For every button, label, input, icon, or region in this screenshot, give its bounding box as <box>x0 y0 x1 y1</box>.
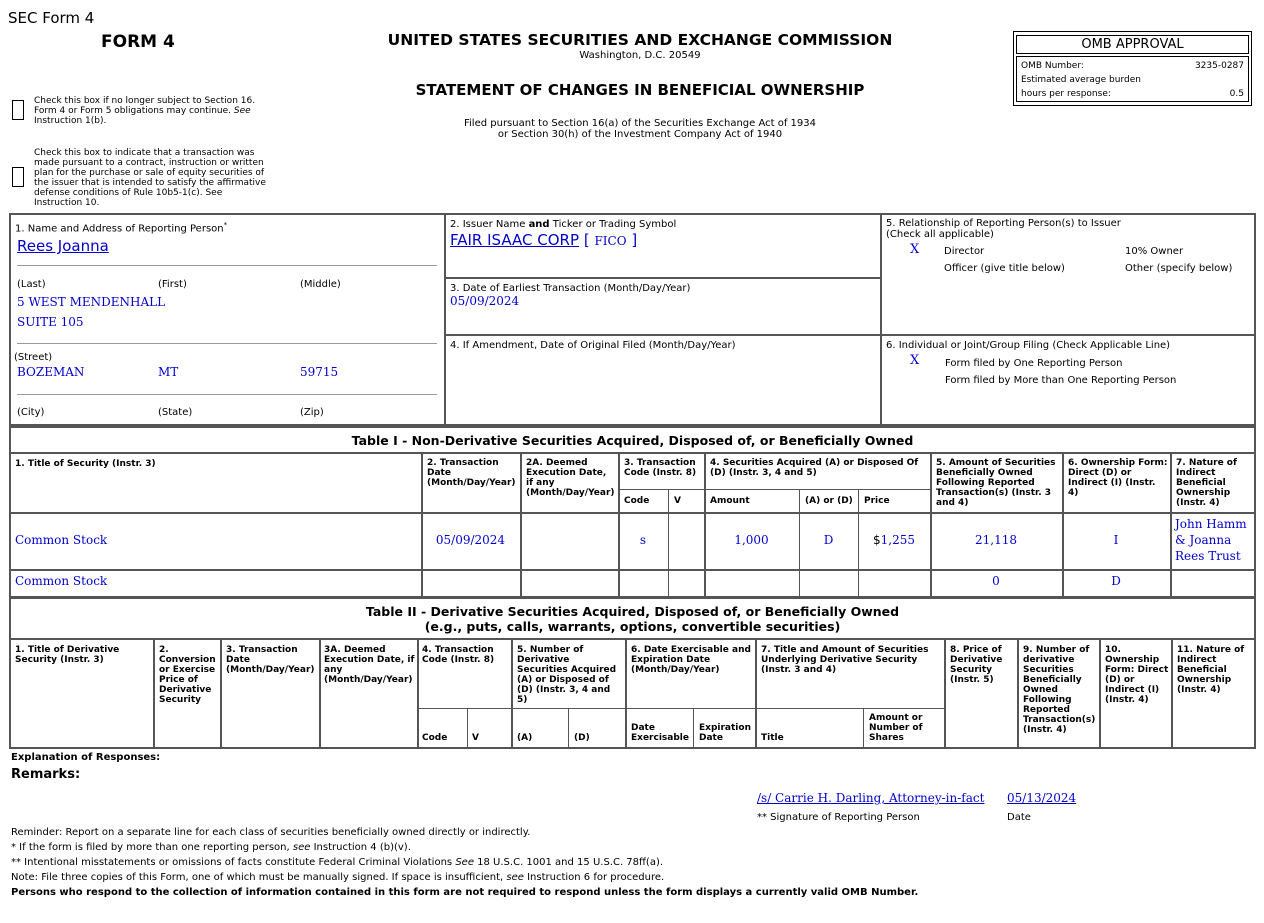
rule-line-2: made pursuant to a contract, instruction or written <box>34 158 264 168</box>
t1-h-code: 3. Transaction Code (Instr. 8) <box>624 458 697 478</box>
table-1-header-rule <box>11 512 1254 514</box>
omb-burden-label-2: hours per response: <box>1021 89 1111 99</box>
t2-col-line <box>625 638 627 747</box>
issuer-label: 2. Issuer Name and Ticker or Trading Symbol <box>450 219 677 230</box>
table-2-title-2: (e.g., puts, calls, warrants, options, convertible securities) <box>424 619 841 634</box>
t2-col-line <box>511 638 513 747</box>
other-label: Other (specify below) <box>1125 263 1233 274</box>
section16-line-3: Instruction 1(b). <box>34 116 107 126</box>
t1-r1-ad: D <box>823 533 834 547</box>
t2-h-title: 1. Title of Derivative Security (Instr. 3) <box>15 645 120 665</box>
footer-note-3: Note: File three copies of this Form, one of which must be manually signed. If space is insufficient, see Instruction 6 for procedure. <box>11 872 665 883</box>
issuer-box <box>444 213 882 279</box>
table-2-title-1: Table II - Derivative Securities Acquired, Disposed of, or Beneficially Owned <box>365 604 900 619</box>
t2-col-line <box>319 638 321 747</box>
omb-number-value: 3235-0287 <box>1194 61 1244 71</box>
rule-line-4: the issuer that is intended to satisfy the affirmative <box>34 178 266 188</box>
relationship-label-2: (Check all applicable) <box>886 229 994 240</box>
t1-h-deemed: 2A. Deemed Execution Date, if any (Month/Day/Year) <box>526 458 615 498</box>
street-rule <box>17 343 437 344</box>
t1-r1-form: I <box>1113 533 1119 547</box>
filed-pursuant-line-1: Filed pursuant to Section 16(a) of the Securities Exchange Act of 1934 <box>464 118 816 129</box>
t1-h-date: 2. Transaction Date (Month/Day/Year) <box>427 458 516 488</box>
filing-mark[interactable]: X <box>910 353 920 368</box>
t2-h-code: 4. Transaction Code (Instr. 8) <box>422 645 495 665</box>
t1-r1-title: Common Stock <box>15 533 108 547</box>
t2-h-exercisable: 6. Date Exercisable and Expiration Date (Month/Day/Year) <box>631 645 751 675</box>
footer-reminder: Reminder: Report on a separate line for each class of securities beneficially owned directly or indirectly. <box>11 827 531 838</box>
filing-one-label: Form filed by One Reporting Person <box>945 358 1123 369</box>
table-2 <box>9 597 1256 749</box>
t1-r1-owned: 21,118 <box>975 533 1017 547</box>
first-label: (First) <box>158 279 187 290</box>
section16-line-1: Check this box if no longer subject to Section 16. <box>34 96 256 106</box>
t2-sub-a: (A) <box>517 733 533 743</box>
t1-h-title: 1. Title of Security (Instr. 3) <box>15 459 156 469</box>
t1-col-line <box>421 452 423 596</box>
issuer-name-link[interactable]: FAIR ISAAC CORP <box>450 231 580 249</box>
table-1-title: Table I - Non-Derivative Securities Acquired, Disposed of, or Beneficially Owned <box>351 433 914 448</box>
t2-col-line <box>944 638 946 747</box>
reporting-person-label: 1. Name and Address of Reporting Person* <box>15 221 228 235</box>
relationship-label-1: 5. Relationship of Reporting Person(s) to Issuer <box>886 218 1121 229</box>
t2-col-line <box>1171 638 1173 747</box>
t1-sub-v: V <box>674 496 681 506</box>
director-label: Director <box>944 246 985 257</box>
t1-h-owned: 5. Amount of Securities Beneficially Owned Following Reported Transaction(s) (Instr. 3 and 4) <box>936 458 1056 508</box>
filed-pursuant-line-2: or Section 30(h) of the Investment Company Act of 1940 <box>497 129 783 140</box>
agency-location: Washington, D.C. 20549 <box>579 50 701 61</box>
form-name: FORM 4 <box>101 32 175 52</box>
t1-col-line <box>520 452 522 596</box>
table-1-subheader-rule <box>618 489 930 490</box>
rule-line-6: Instruction 10. <box>34 198 100 208</box>
t1-col-line <box>668 489 669 596</box>
t1-sub-ad: (A) or (D) <box>805 496 853 506</box>
t1-h-acquired: 4. Securities Acquired (A) or Disposed Of (D) (Instr. 3, 4 and 5) <box>710 458 919 478</box>
t2-h-nature: 11. Nature of Indirect Beneficial Ownership (Instr. 4) <box>1177 645 1245 695</box>
section16-checkbox[interactable] <box>12 100 24 120</box>
omb-burden-value: 0.5 <box>1229 89 1244 99</box>
t1-sub-code: Code <box>624 496 650 506</box>
city-rule <box>17 394 437 395</box>
zip-value: 59715 <box>300 365 339 379</box>
t2-sub-expiration: Expiration Date <box>699 723 751 743</box>
earliest-date-box <box>444 277 882 336</box>
ticker-symbol: FICO <box>594 234 627 248</box>
director-mark[interactable]: X <box>910 242 920 257</box>
table-1-row-rule <box>11 569 1254 571</box>
street-label: (Street) <box>14 352 53 363</box>
t1-h-nature: 7. Nature of Indirect Beneficial Ownership (Instr. 4) <box>1176 458 1237 508</box>
street-line-1: 5 WEST MENDENHALL <box>17 295 166 309</box>
rule-line-1: Check this box to indicate that a transaction was <box>34 148 255 158</box>
city-value: BOZEMAN <box>17 365 85 379</box>
table-1-title-rule <box>11 452 1254 454</box>
t1-h-form: 6. Ownership Form: Direct (D) or Indirect (I) (Instr. 4) <box>1068 458 1168 498</box>
t1-col-line <box>1170 452 1172 596</box>
footer-note-2: ** Intentional misstatements or omissions of facts constitute Federal Criminal Violations See 18 U.S.C. 1001 and 15 U.S.C. 78ff(a). <box>11 857 664 868</box>
statement-title: STATEMENT OF CHANGES IN BENEFICIAL OWNERSHIP <box>415 81 865 99</box>
t2-h-form: 10. Ownership Form: Direct (D) or Indirect (I) (Instr. 4) <box>1105 645 1169 705</box>
t2-h-price: 8. Price of Derivative Security (Instr. 5) <box>950 645 1003 685</box>
t2-sub-title: Title <box>761 733 784 743</box>
explanation-label: Explanation of Responses: <box>11 752 161 763</box>
t1-col-line <box>704 452 706 596</box>
reporting-person-box <box>9 213 446 426</box>
t1-sub-price: Price <box>864 496 890 506</box>
filing-box <box>880 334 1256 426</box>
t2-sub-code: Code <box>422 733 448 743</box>
earliest-date-label: 3. Date of Earliest Transaction (Month/Day/Year) <box>450 283 691 294</box>
zip-label: (Zip) <box>300 407 324 418</box>
t2-sub-rule-b <box>625 708 944 709</box>
section16-line-2: Form 4 or Form 5 obligations may continue. See <box>34 106 251 116</box>
amendment-label: 4. If Amendment, Date of Original Filed (Month/Day/Year) <box>450 340 736 351</box>
amendment-box <box>444 334 882 426</box>
reporting-person-name-link[interactable]: Rees Joanna <box>17 237 109 255</box>
omb-title: OMB APPROVAL <box>1016 35 1249 54</box>
issuer-value <box>450 231 637 249</box>
filing-more-label: Form filed by More than One Reporting Person <box>945 375 1177 386</box>
last-label: (Last) <box>17 279 46 290</box>
t2-h-number: 5. Number of Derivative Securities Acquired (A) or Disposed of (D) (Instr. 3, 4 and 5) <box>517 645 617 705</box>
t1-r2-form: D <box>1111 574 1121 588</box>
footer-note-1: * If the form is filed by more than one reporting person, see Instruction 4 (b)(v). <box>11 842 411 853</box>
t1-r1-price: $1,255 <box>873 533 915 547</box>
ticker-open: [ <box>583 231 590 249</box>
officer-label: Officer (give title below) <box>944 263 1065 274</box>
signature-label: ** Signature of Reporting Person <box>757 812 920 823</box>
rule-10b5-1-text <box>34 148 266 208</box>
t2-col-line <box>220 638 222 747</box>
t2-col-line <box>467 708 468 747</box>
t2-col-line <box>755 638 757 747</box>
relationship-box <box>880 213 1256 336</box>
rule-line-5: defense conditions of Rule 10b5-1(c). See <box>34 188 223 198</box>
signature-date-link[interactable]: 05/13/2024 <box>1007 791 1077 805</box>
t2-sub-exercisable: Date Exercisable <box>631 723 689 743</box>
t2-h-owned: 9. Number of derivative Securities Beneficially Owned Following Reported Transaction(s) (Instr. 4) <box>1023 645 1096 735</box>
t2-h-conversion: 2. Conversion or Exercise Price of Derivative Security <box>159 645 216 705</box>
t1-r1-date: 05/09/2024 <box>435 533 506 547</box>
footer-persons: Persons who respond to the collection of information contained in this form are not required to respond unless the form displays a currently valid OMB Number. <box>11 887 919 898</box>
t1-r2-title: Common Stock <box>15 574 108 588</box>
table-2-title-rule <box>11 638 1254 640</box>
street-line-2: SUITE 105 <box>17 315 84 329</box>
t2-sub-d: (D) <box>574 733 590 743</box>
t1-sub-amount: Amount <box>710 496 750 506</box>
signature-date-label: Date <box>1007 812 1031 823</box>
omb-number-label: OMB Number: <box>1021 61 1084 71</box>
t2-sub-v: V <box>472 733 479 743</box>
rule-10b5-1-checkbox[interactable] <box>12 167 24 187</box>
name-rule <box>17 265 437 266</box>
signature-link[interactable]: /s/ Carrie H. Darling, Attorney-in-fact <box>757 791 985 805</box>
t2-h-date: 3. Transaction Date (Month/Day/Year) <box>226 645 315 675</box>
remarks-label: Remarks: <box>11 767 81 782</box>
t1-r1-amount: 1,000 <box>734 533 769 547</box>
state-value: MT <box>158 365 179 379</box>
omb-burden-label-1: Estimated average burden <box>1021 75 1141 85</box>
t2-col-line <box>568 708 569 747</box>
t1-r1-nature: John Hamm & Joanna Rees Trust <box>1175 517 1247 563</box>
t1-col-line <box>618 452 620 596</box>
t2-h-underlying: 7. Title and Amount of Securities Underlying Derivative Security (Instr. 3 and 4) <box>761 645 929 675</box>
ten-percent-owner-label: 10% Owner <box>1125 246 1184 257</box>
t2-col-line <box>693 708 694 747</box>
t1-r2-owned: 0 <box>992 574 1000 588</box>
t2-col-line <box>863 708 864 747</box>
t1-r1-code: s <box>639 533 647 547</box>
state-label: (State) <box>158 407 193 418</box>
agency-name: UNITED STATES SECURITIES AND EXCHANGE COMMISSION <box>387 31 893 49</box>
t2-h-deemed: 3A. Deemed Execution Date, if any (Month/Day/Year) <box>324 645 415 685</box>
t2-sub-rule-a <box>417 708 625 709</box>
rule-line-3: plan for the purchase or sale of equity securities of <box>34 168 265 178</box>
document-title: SEC Form 4 <box>8 9 95 27</box>
t2-col-line <box>153 638 155 747</box>
earliest-date-value: 05/09/2024 <box>450 294 520 308</box>
ticker-close: ] <box>631 231 638 249</box>
omb-details <box>1016 56 1249 102</box>
section16-text <box>34 96 255 126</box>
t2-col-line <box>417 638 419 747</box>
t2-sub-amount: Amount or Number of Shares <box>869 713 923 743</box>
t2-col-line <box>1017 638 1019 747</box>
t2-col-line <box>1099 638 1101 747</box>
city-label: (City) <box>17 407 45 418</box>
middle-label: (Middle) <box>300 279 341 290</box>
table-1 <box>9 426 1256 598</box>
omb-approval-box <box>1013 31 1252 106</box>
filing-label: 6. Individual or Joint/Group Filing (Check Applicable Line) <box>886 340 1171 351</box>
